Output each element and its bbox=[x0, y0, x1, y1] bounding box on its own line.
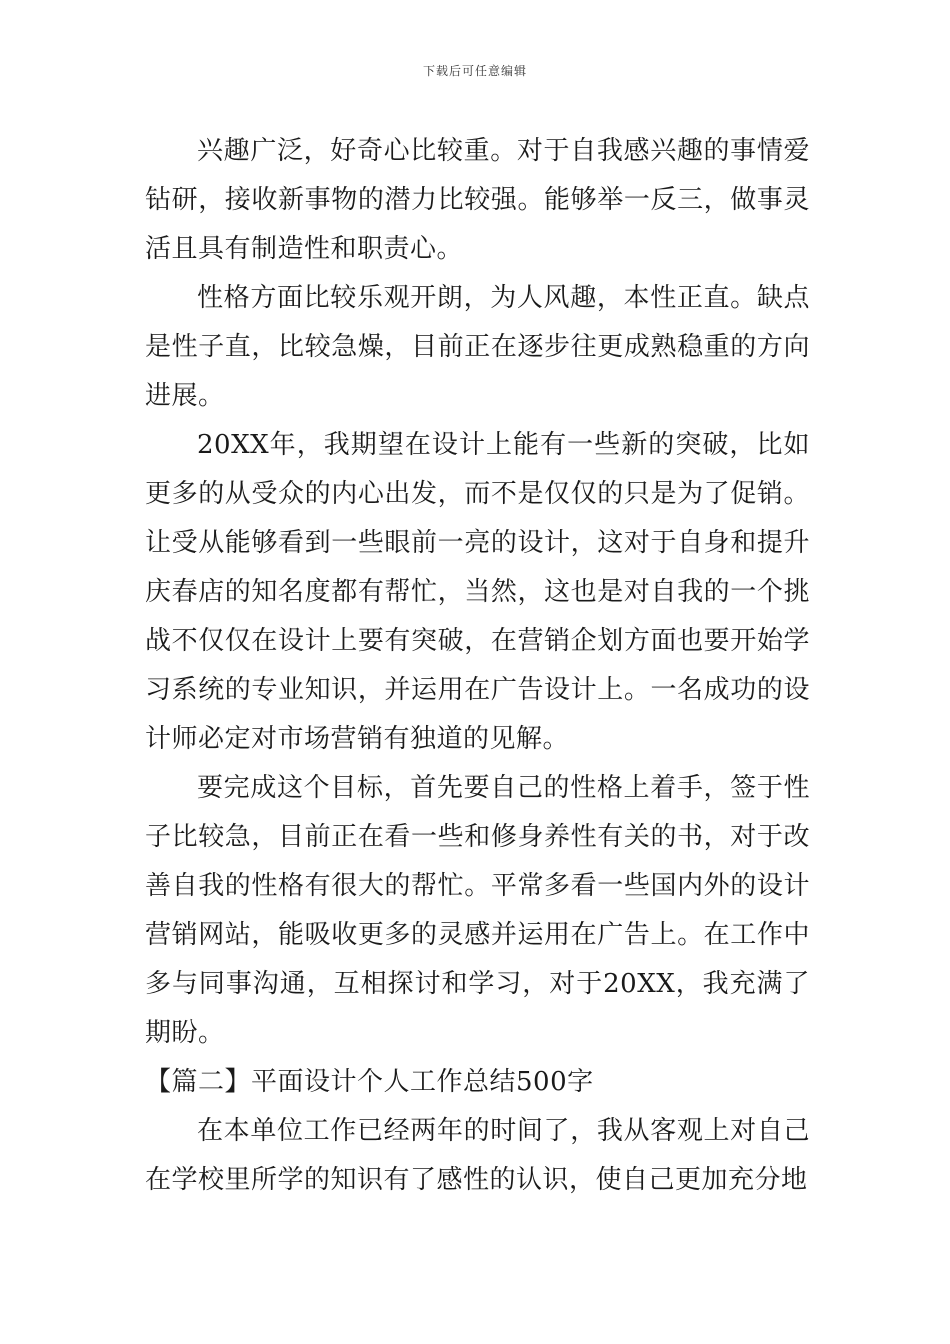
paragraph-interests: 兴趣广泛，好奇心比较重。对于自我感兴趣的事情爱钻研，接收新事物的潜力比较强。能够举一反三，做事灵活且具有制造性和职责心。 bbox=[145, 136, 810, 264]
page-header-note: 下载后可任意编辑 bbox=[422, 64, 527, 78]
paragraph-section-two-intro: 在本单位工作已经两年的时间了，我从客观上对自己在学校里所学的知识有了感性的认识，使自己更加充分地 bbox=[145, 1116, 810, 1195]
paragraph-design-goals: 20XX年，我期望在设计上能有一些新的突破，比如更多的从受众的内心出发，而不是仅仅的只是为了促销。让受从能够看到一些眼前一亮的设计，这对于自身和提升庆春店的知名度都有帮忙，当然，这也是对自我的一个挑战不仅仅在设计上要有突破，在营销企划方面也要开始学习系统的专业知识，并运用在广告设计上。一名成功的设计师必定对市场营销有独道的见解。 bbox=[145, 430, 810, 754]
document-body bbox=[145, 127, 810, 1205]
section-heading: 【篇二】平面设计个人工作总结500字 bbox=[145, 1067, 594, 1097]
paragraph-action-plan: 要完成这个目标，首先要自己的性格上着手，签于性子比较急，目前正在看一些和修身养性有关的书，对于改善自我的性格有很大的帮忙。平常多看一些国内外的设计营销网站，能吸收更多的灵感并运用在广告上。在工作中多与同事沟通，互相探讨和学习，对于20XX，我充满了期盼。 bbox=[145, 773, 810, 1048]
paragraph-personality: 性格方面比较乐观开朗，为人风趣，本性正直。缺点是性子直，比较急燥，目前正在逐步往更成熟稳重的方向进展。 bbox=[145, 283, 810, 411]
